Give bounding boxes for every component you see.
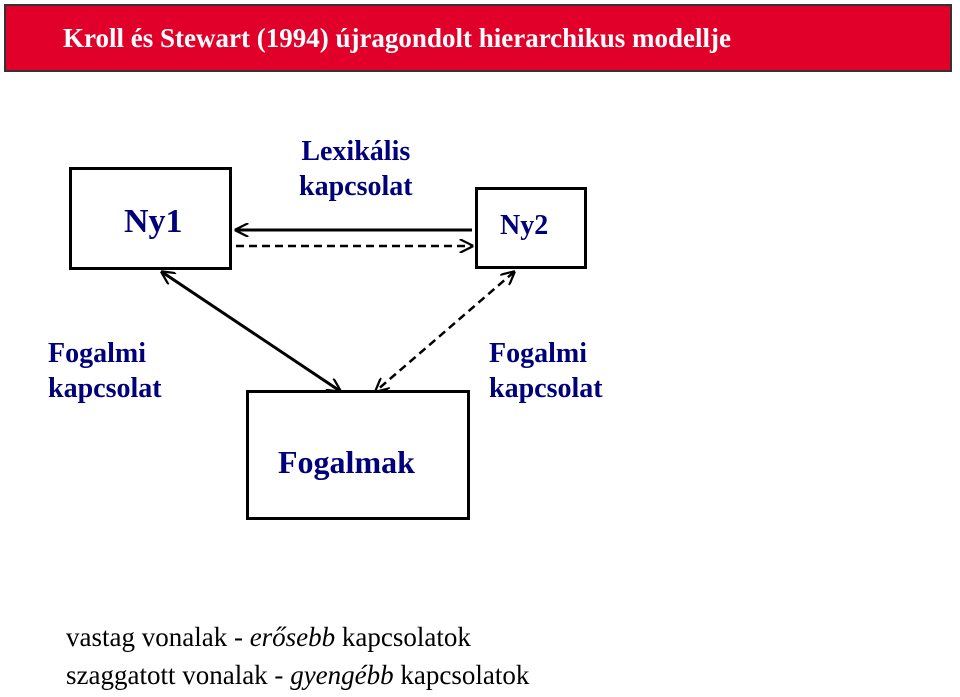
legend-weak xyxy=(66,656,529,694)
legend-strong xyxy=(66,618,529,656)
conceptual-strong-arrow xyxy=(162,272,340,391)
conceptual-right-line1: Fogalmi xyxy=(489,338,587,369)
legend-strong-prefix: vastag vonalak - xyxy=(66,622,250,652)
conceptual-right-line2: kapcsolat xyxy=(489,373,603,404)
lexical-label-line2: kapcsolat xyxy=(299,171,413,202)
slide-title: Kroll és Stewart (1994) újragondolt hierarchikus modellje xyxy=(63,22,731,53)
legend-strong-emphasis: erősebb xyxy=(249,622,336,652)
conceptual-left-label xyxy=(48,336,162,406)
lexical-link-label xyxy=(299,134,413,204)
conceptual-left-line1: Fogalmi xyxy=(48,338,146,369)
legend xyxy=(66,618,529,694)
legend-weak-prefix: szaggatott vonalak - xyxy=(66,660,291,690)
legend-strong-suffix: kapcsolatok xyxy=(335,622,471,652)
node-ny1-label: Ny1 xyxy=(124,203,183,240)
conceptual-right-label xyxy=(489,336,603,406)
node-fogalmak-label: Fogalmak xyxy=(278,444,415,480)
node-ny2-label: Ny2 xyxy=(500,210,549,241)
conceptual-left-line2: kapcsolat xyxy=(48,373,162,404)
legend-weak-suffix: kapcsolatok xyxy=(393,660,530,690)
lexical-label-line1: Lexikális xyxy=(301,136,411,167)
legend-weak-emphasis: gyengébb xyxy=(290,660,394,690)
